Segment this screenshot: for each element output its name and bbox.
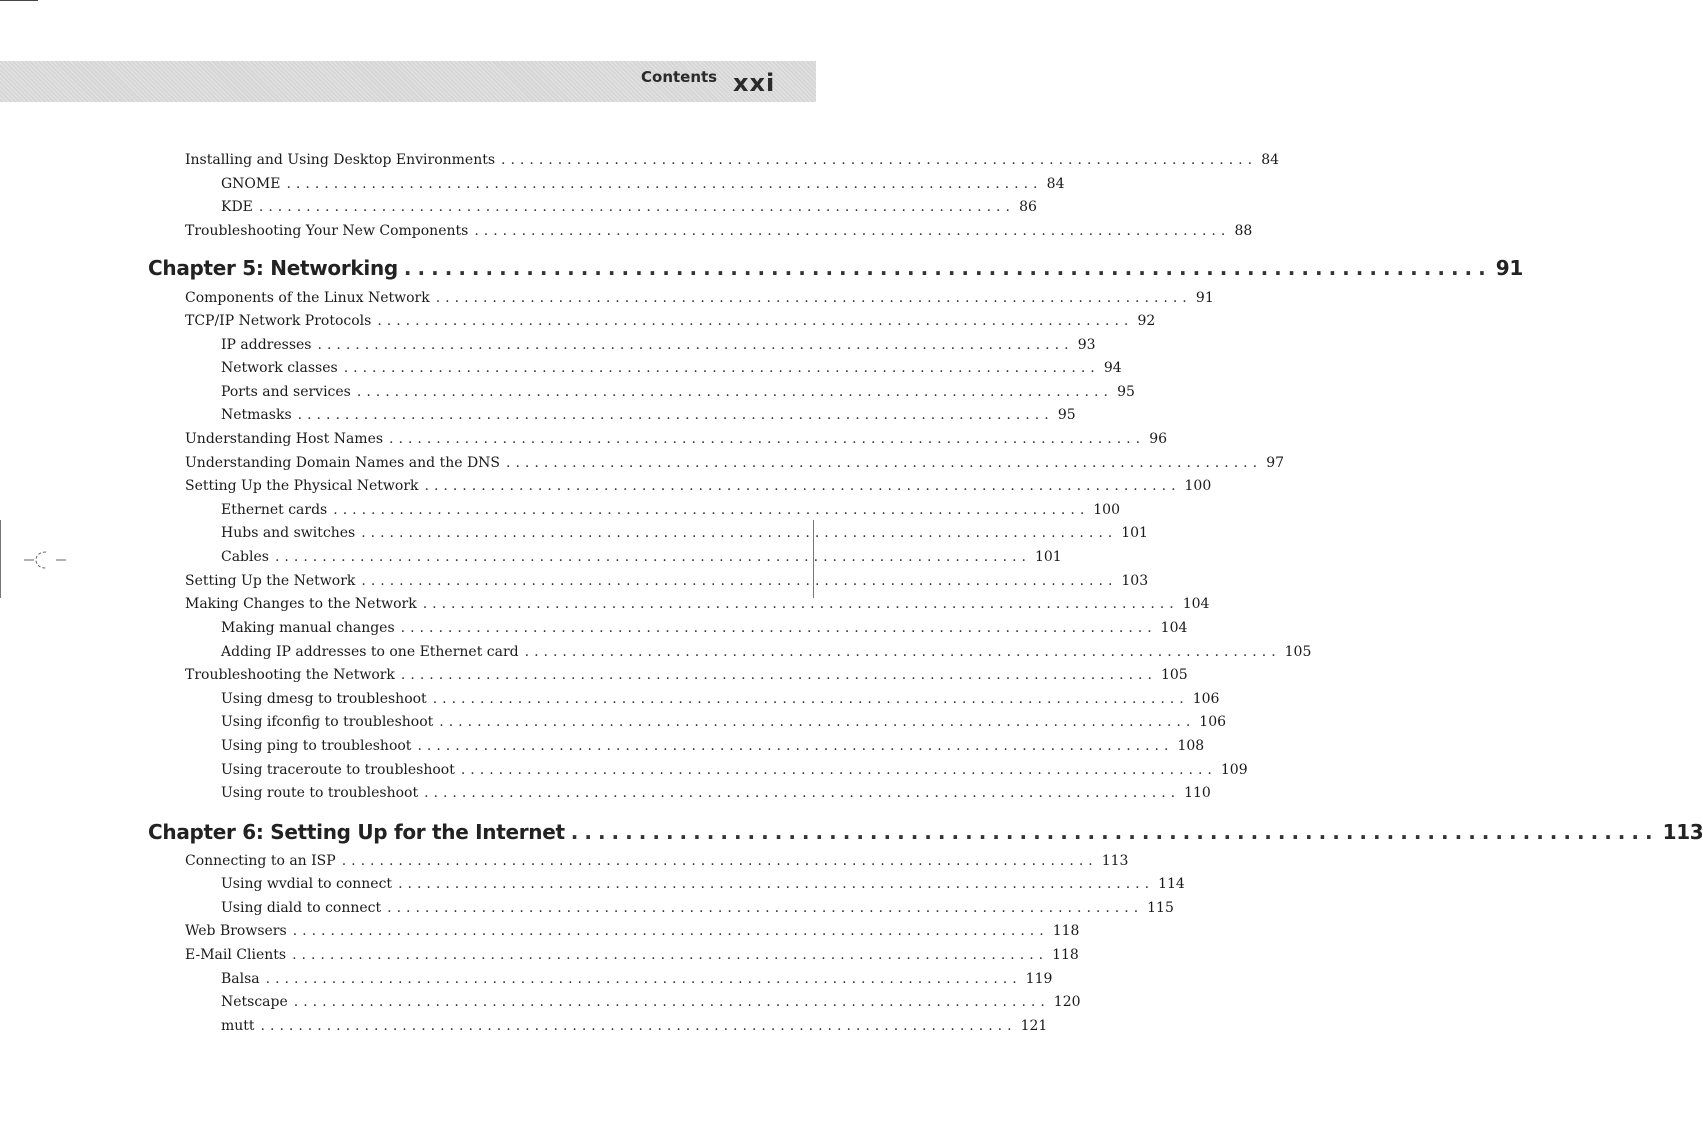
toc-entry[interactable] (148, 759, 1248, 781)
toc-entry-page-number: 113 (1101, 853, 1129, 869)
running-header-title: Contents (641, 68, 718, 86)
toc-entry-title: mutt (221, 1018, 255, 1034)
toc-entry-title: Making Changes to the Network (185, 596, 417, 612)
toc-entry-title: Ports and services (221, 384, 351, 400)
dot-leader: ................................................................................ (398, 876, 1155, 892)
dot-leader: ................................................................................ (474, 223, 1231, 239)
toc-entry-page-number: 119 (1025, 971, 1053, 987)
dot-leader: ................................................................................ (524, 644, 1281, 660)
toc-entry[interactable] (148, 782, 1211, 804)
dot-leader: ................................................................................ (432, 691, 1189, 707)
toc-entry-page-number: 101 (1034, 549, 1062, 565)
toc-entry-page-number: 86 (1019, 199, 1037, 215)
dot-leader: ................................................................................ (435, 290, 1192, 306)
toc-entry-title: Network classes (221, 360, 338, 376)
toc-entry[interactable] (148, 873, 1185, 895)
toc-entry-page-number: 93 (1077, 337, 1096, 353)
dot-leader: ................................................................................ (422, 596, 1179, 612)
toc-entry-page-number: 120 (1053, 994, 1081, 1010)
toc-entry-page-number: 84 (1046, 176, 1065, 192)
dot-leader: ................................................................................ (361, 525, 1118, 541)
dot-leader: ................................................................................ (297, 407, 1054, 423)
dot-leader: ................................................................................ (260, 1018, 1017, 1034)
toc-entry-title: Balsa (221, 971, 260, 987)
dot-leader: ................................................................................ (356, 384, 1113, 400)
dot-leader: ................................................................................ (341, 853, 1098, 869)
dot-leader: ................................................................................ (292, 923, 1049, 939)
toc-entry-page-number: 94 (1103, 360, 1122, 376)
toc-entry[interactable] (148, 920, 1080, 942)
dot-leader: ................................................................................ (387, 900, 1144, 916)
toc-entry-title: Chapter 5: Networking (148, 256, 398, 280)
toc-entry-page-number: 106 (1199, 714, 1227, 730)
toc-entry-title: KDE (221, 199, 253, 215)
left-crop-line (0, 520, 1, 598)
toc-entry-title: IP addresses (221, 337, 312, 353)
toc-entry-title: Netmasks (221, 407, 292, 423)
toc-entry-title: Understanding Host Names (185, 431, 384, 447)
toc-entry-page-number: 113 (1662, 820, 1703, 844)
dot-leader: ................................................................................ (361, 573, 1118, 589)
toc-entry-title: Using dmesg to troubleshoot (221, 691, 427, 707)
toc-entry-page-number: 109 (1220, 762, 1248, 778)
toc-entry-title: Cables (221, 549, 269, 565)
toc-entry[interactable] (148, 991, 1081, 1013)
toc-entry[interactable] (148, 522, 1148, 544)
toc-entry[interactable] (148, 546, 1062, 568)
toc-entry[interactable] (148, 688, 1220, 710)
dot-leader: ................................................................................ (333, 502, 1090, 518)
toc-entry-title: Netscape (221, 994, 288, 1010)
toc-entry-title: Troubleshooting the Network (185, 667, 395, 683)
toc-entry-page-number: 84 (1261, 152, 1280, 168)
toc-entry[interactable] (148, 664, 1188, 686)
toc-entry-page-number: 106 (1192, 691, 1220, 707)
toc-entry-page-number: 118 (1052, 923, 1080, 939)
toc-entry-title: Components of the Linux Network (185, 290, 430, 306)
toc-entry-title: Using traceroute to troubleshoot (221, 762, 455, 778)
toc-entry-page-number: 91 (1495, 256, 1523, 280)
dot-leader: ................................................................................ (317, 337, 1074, 353)
toc-entry[interactable] (148, 173, 1065, 195)
dot-leader: ................................................................................ (424, 785, 1181, 801)
toc-entry-page-number: 100 (1184, 478, 1212, 494)
toc-entry[interactable] (148, 149, 1280, 171)
toc-entry[interactable] (148, 944, 1079, 966)
toc-entry[interactable] (148, 381, 1135, 403)
dot-leader: ................................................................................ (501, 152, 1258, 168)
toc-entry-page-number: 105 (1284, 644, 1312, 660)
toc-entry-title: Chapter 6: Setting Up for the Internet (148, 820, 565, 844)
toc-entry[interactable] (148, 570, 1149, 592)
toc-entry[interactable] (148, 735, 1205, 757)
toc-entry-page-number: 95 (1117, 384, 1135, 400)
toc-entry-title: TCP/IP Network Protocols (185, 313, 372, 329)
toc-entry[interactable] (148, 220, 1253, 242)
toc-entry-title: Troubleshooting Your New Components (185, 223, 469, 239)
toc-entry-page-number: 104 (1160, 620, 1188, 636)
dot-leader: ................................................................................ (258, 199, 1015, 215)
toc-entry-page-number: 110 (1184, 785, 1211, 801)
toc-entry-page-number: 105 (1160, 667, 1188, 683)
dot-leader: ................................................................................ (286, 176, 1043, 192)
toc-entry-title: Web Browsers (185, 923, 287, 939)
dot-leader: ................................................................................ (403, 256, 1492, 280)
toc-entry[interactable] (148, 334, 1096, 356)
dot-leader: ................................................................................ (400, 667, 1157, 683)
dot-leader: ................................................................................ (293, 994, 1050, 1010)
toc-entry[interactable] (148, 452, 1285, 474)
dot-leader: ................................................................................ (265, 971, 1022, 987)
toc-entry[interactable] (148, 287, 1214, 309)
toc-entry-title: Hubs and switches (221, 525, 356, 541)
toc-entry-page-number: 91 (1195, 290, 1214, 306)
dot-leader: ................................................................................ (424, 478, 1181, 494)
toc-entry[interactable] (148, 617, 1188, 639)
toc-entry-page-number: 103 (1121, 573, 1149, 589)
toc-entry-title: Understanding Domain Names and the DNS (185, 455, 501, 471)
toc-entry-page-number: 95 (1057, 407, 1076, 423)
toc-entry-page-number: 118 (1052, 947, 1079, 963)
dot-leader: ................................................................................ (377, 313, 1134, 329)
toc-entry[interactable] (148, 1015, 1048, 1037)
toc-entry[interactable] (148, 641, 1312, 663)
dot-leader: ................................................................................ (417, 738, 1174, 754)
toc-entry-title: Ethernet cards (221, 502, 328, 518)
toc-entry-page-number: 101 (1121, 525, 1148, 541)
toc-entry-page-number: 104 (1182, 596, 1210, 612)
toc-entry[interactable] (148, 897, 1174, 919)
toc-entry[interactable] (148, 850, 1129, 872)
toc-entry-page-number: 92 (1137, 313, 1156, 329)
toc-entry[interactable] (148, 475, 1212, 497)
toc-entry-title: Adding IP addresses to one Ethernet card (221, 644, 519, 660)
dot-leader: ................................................................................ (460, 762, 1217, 778)
toc-entry-title: Installing and Using Desktop Environments (185, 152, 496, 168)
toc-entry[interactable] (148, 196, 1037, 218)
toc-entry-title: GNOME (221, 176, 281, 192)
toc-entry[interactable] (148, 711, 1227, 733)
toc-entry-title: Setting Up the Physical Network (185, 478, 419, 494)
toc-entry[interactable] (148, 357, 1122, 379)
toc-entry-page-number: 115 (1147, 900, 1174, 916)
toc-entry-page-number: 121 (1020, 1018, 1048, 1034)
toc-entry[interactable] (148, 310, 1156, 332)
toc-entry-title: E-Mail Clients (185, 947, 287, 963)
toc-entry-page-number: 88 (1234, 223, 1253, 239)
toc-entry-page-number: 108 (1177, 738, 1205, 754)
registration-mark-icon (22, 548, 68, 572)
toc-entry-title: Setting Up the Network (185, 573, 356, 589)
toc-entry-page-number: 114 (1158, 876, 1185, 892)
toc-entry[interactable] (148, 968, 1053, 990)
toc-chapter-entry[interactable] (148, 253, 1523, 283)
toc-entry-page-number: 96 (1149, 431, 1168, 447)
toc-entry[interactable] (148, 428, 1168, 450)
toc-entry-page-number: 97 (1266, 455, 1285, 471)
dot-leader: ................................................................................ (506, 455, 1263, 471)
toc-entry-page-number: 100 (1093, 502, 1120, 518)
dot-leader: ................................................................................ (570, 820, 1659, 844)
toc-entry-title: Using route to troubleshoot (221, 785, 419, 801)
toc-entry[interactable] (148, 499, 1120, 521)
toc-entry[interactable] (148, 404, 1076, 426)
toc-entry-title: Using wvdial to connect (221, 876, 393, 892)
dot-leader: ................................................................................ (400, 620, 1157, 636)
dot-leader: ................................................................................ (389, 431, 1146, 447)
corner-crop-mark (0, 0, 38, 1)
toc-entry-title: Using ifconfig to troubleshoot (221, 714, 434, 730)
dot-leader: ................................................................................ (343, 360, 1100, 376)
dot-leader: ................................................................................ (274, 549, 1031, 565)
toc-entry-title: Making manual changes (221, 620, 395, 636)
dot-leader: ................................................................................ (292, 947, 1049, 963)
toc-chapter-entry[interactable] (148, 817, 1703, 847)
toc-entry-title: Connecting to an ISP (185, 853, 336, 869)
toc-entry-title: Using diald to connect (221, 900, 382, 916)
toc-entry-title: Using ping to troubleshoot (221, 738, 412, 754)
dot-leader: ................................................................................ (439, 714, 1196, 730)
running-header-page-number: xxi (733, 69, 776, 97)
toc-entry[interactable] (148, 593, 1210, 615)
